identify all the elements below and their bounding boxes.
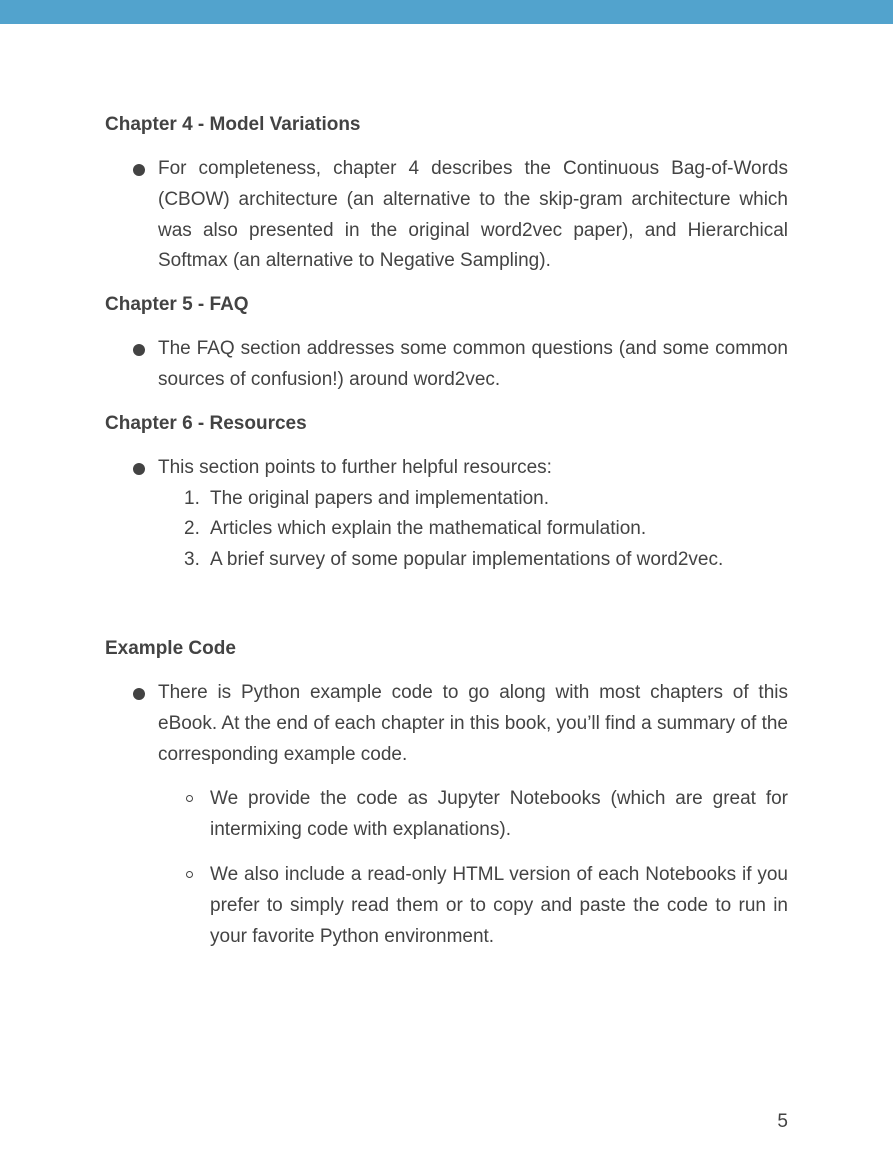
- item-text: Articles which explain the mathematical formulation.: [210, 518, 647, 540]
- item-number: 2.: [184, 518, 200, 540]
- chapter-5-text: The FAQ section addresses some common questions (and some common sources of confusion!) around word2vec.: [158, 338, 788, 390]
- numbered-item: [105, 514, 788, 545]
- list-item: [105, 154, 788, 277]
- item-number: 3.: [184, 549, 200, 571]
- sub-item-text: We also include a read-only HTML version of each Notebooks if you prefer to simply read them or to copy and paste the code to run in your favorite Python environment.: [210, 863, 788, 947]
- header-color-bar: [0, 0, 893, 24]
- bullet-icon: [133, 463, 145, 475]
- example-code-heading: Example Code: [105, 637, 236, 659]
- list-item: [105, 678, 788, 770]
- sub-item-text: We provide the code as Jupyter Notebooks (which are great for intermixing code with explanations).: [210, 788, 788, 841]
- list-item: [105, 334, 788, 396]
- chapter-5-list: [105, 334, 788, 396]
- page-number: 5: [777, 1111, 788, 1132]
- item-text: A brief survey of some popular implementations of word2vec.: [210, 549, 724, 571]
- item-number: 1.: [184, 487, 200, 509]
- sub-list-item: [105, 860, 788, 952]
- sub-list-item: [105, 784, 788, 846]
- example-code-sublist: [105, 784, 788, 952]
- chapter-6-list: [105, 453, 788, 484]
- bullet-icon: [133, 344, 145, 356]
- chapter-4-text: For completeness, chapter 4 describes the Continuous Bag-of-Words (CBOW) architecture (an alternative to the skip-gram architecture which was also presented in the original word2vec paper), and Hierarchical Softmax (an alternative to Negative Sampling).: [158, 158, 788, 272]
- example-code-text: There is Python example code to go along with most chapters of this eBook. At the end of each chapter in this book, you’ll find a summary of the corresponding example code.: [158, 681, 788, 765]
- numbered-item: [105, 545, 788, 576]
- chapter-6-text: This section points to further helpful resources:: [158, 456, 552, 478]
- bullet-icon: [133, 164, 145, 176]
- example-code-list: [105, 678, 788, 770]
- hollow-bullet-icon: [186, 871, 193, 878]
- item-text: The original papers and implementation.: [210, 487, 550, 509]
- chapter-4-heading: Chapter 4 - Model Variations: [105, 114, 361, 135]
- numbered-item: [105, 484, 788, 515]
- hollow-bullet-icon: [186, 795, 193, 802]
- list-item: [105, 453, 788, 484]
- chapter-5-heading: Chapter 5 - FAQ: [105, 294, 249, 316]
- page-content: [105, 110, 788, 952]
- resources-numbered-list: [105, 484, 788, 576]
- bullet-icon: [133, 688, 145, 700]
- chapter-4-list: [105, 154, 788, 277]
- chapter-6-heading: Chapter 6 - Resources: [105, 412, 307, 434]
